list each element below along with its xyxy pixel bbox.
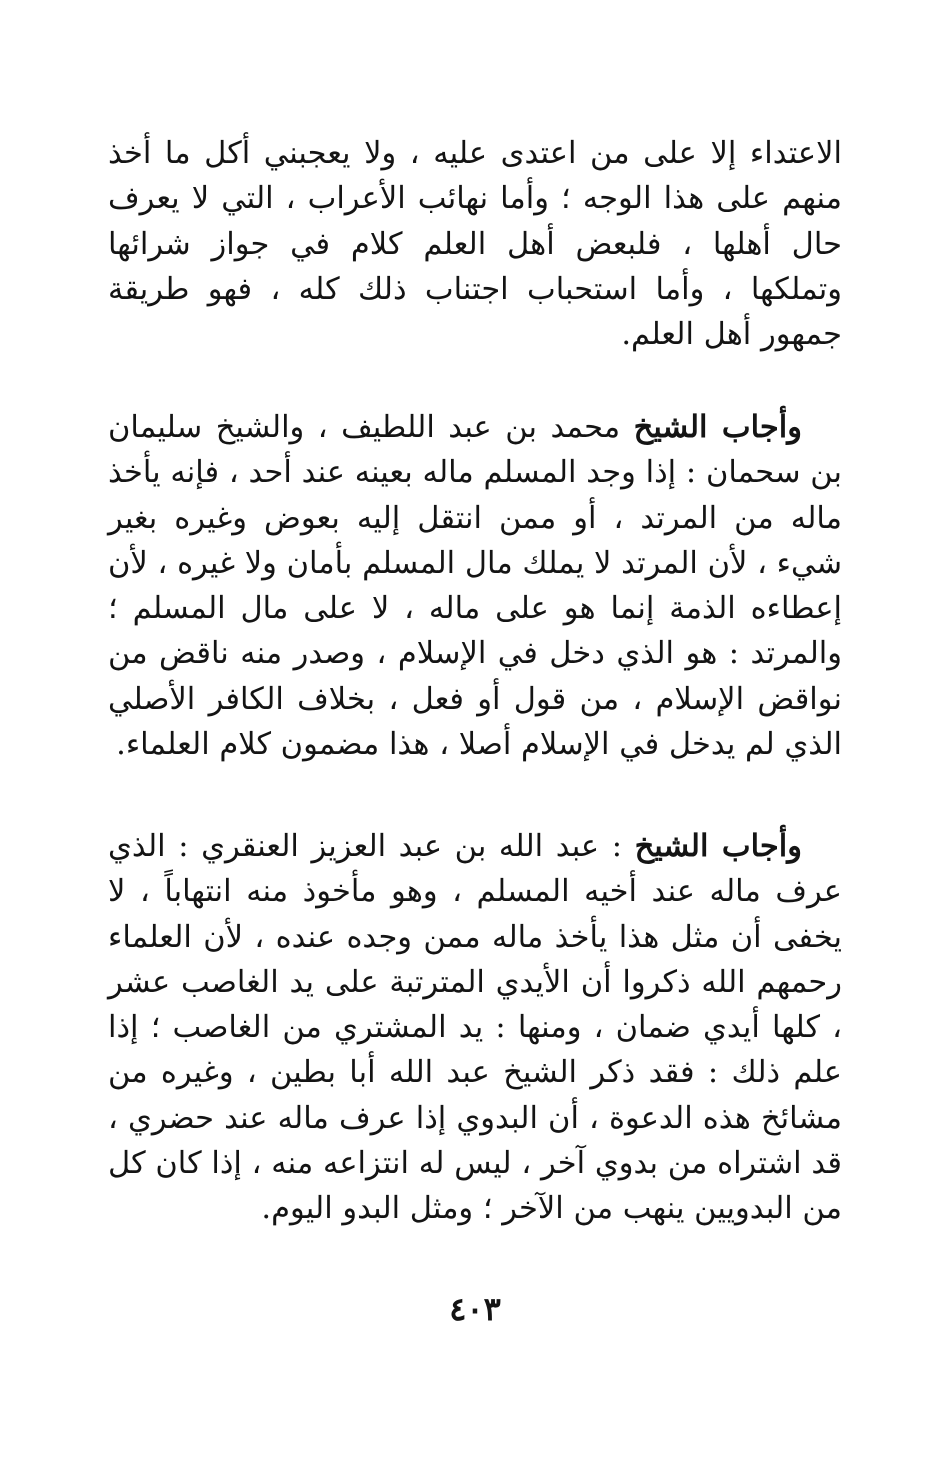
paragraph-2-text: محمد بن عبد اللطيف ، والشيخ سليمان بن سحمان : إذا وجد المسلم ماله بعينه عند أحد ، فإنه يأخذ ماله من المرتد ، أو ممن انتقل إليه بعوض وغيره بغير شيء ، لأن المرتد لا يملك مال المسلم بأمان ولا غيره ، لأن إعطاءه الذمة إنما هو على ماله ، لا على مال المسلم ؛ والمرتد : هو الذي دخل في الإسلام ، وصدر منه ناقض من نواقض الإسلام ، من قول أو فعل ، بخلاف الكافر الأصلي الذي لم يدخل في الإسلام أصلا ، هذا مضمون كلام العلماء. [108,410,843,763]
paragraph-3-lead: وأجاب الشيخ [634,828,802,864]
paragraph-3-text: : عبد الله بن عبد العزيز العنقري : الذي عرف ماله عند أخيه المسلم ، وهو مأخوذ منه انتهاباً ، لا يخفى أن مثل هذا يأخذ ماله ممن وجده عنده ، لأن العلماء رحمهم الله ذكروا أن الأيدي المترتبة على يد الغاصب عشر ، كلها أيدي ضمان ، ومنها : يد المشتري من الغاصب ؛ إذا علم ذلك : فقد ذكر الشيخ عبد الله أبا بطين ، وغيره من مشائخ هذه الدعوة ، أن البدوي إذا عرف ماله عند حضري ، قد اشتراه من بدوي آخر ، ليس له انتزاعه منه ، إذا كان كل من البدويين ينهب من الآخر ؛ ومثل البدو اليوم. [108,829,842,1227]
paragraph-2 [108,405,842,767]
paragraph-2-lead: وأجاب الشيخ [633,409,802,445]
paragraph-3 [108,824,842,1232]
page-number: ٤٠٣ [449,1290,501,1328]
paragraph-1-text: الاعتداء إلا على من اعتدى عليه ، ولا يعجبني أكل ما أخذ منهم على هذا الوجه ؛ وأما نهائب الأعراب ، التي لا يعرف حال أهلها ، فلبعض أهل العلم كلام في جواز شرائها وتملكها ، وأما استحباب اجتناب ذلك كله ، فهو طريقة جمهور أهل العلم. [108,136,842,353]
paragraph-1 [108,131,842,357]
